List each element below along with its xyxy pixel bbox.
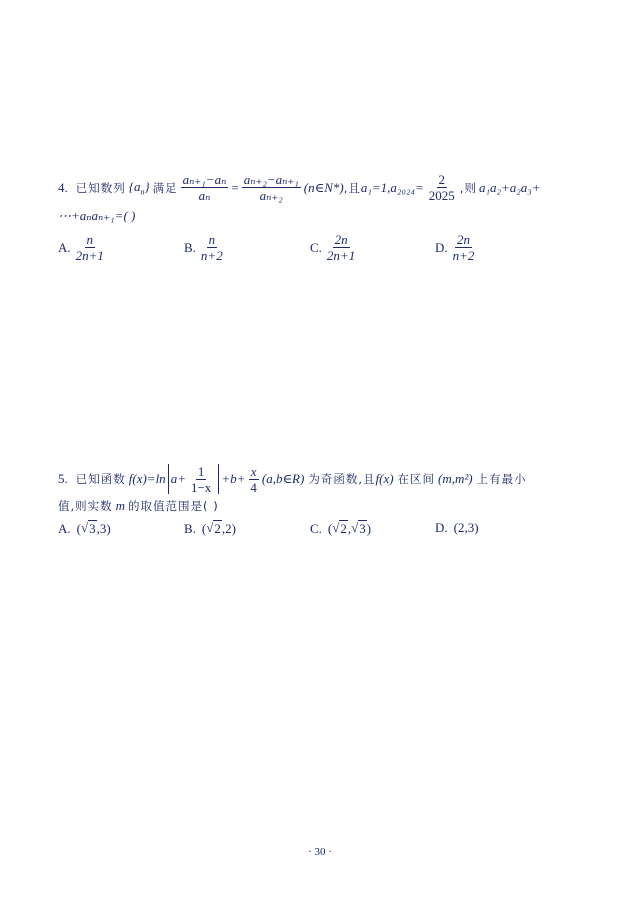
sqrt-symbol: √ 3	[80, 520, 96, 536]
q5-number: 5.	[58, 471, 68, 486]
q4-eq-right: $\frac{\text{aₙ₊₂−aₙ₊₁}}{\text{aₙ₊₂}}$	[243, 172, 299, 203]
q4-sum-start: a₁a₂+a₂a₃+	[478, 179, 541, 195]
q4-option-d[interactable]: D. $\frac{2n}{n+2}$	[435, 232, 475, 263]
abs-left-bar	[168, 464, 169, 494]
q5-fx: f(x)	[375, 471, 394, 486]
q5-option-d[interactable]: D. (2,3)	[435, 520, 479, 535]
sqrt-symbol: √ 2	[206, 520, 221, 536]
q5-after-abs: +b+	[221, 471, 246, 486]
q5-func: f(x)=ln	[128, 471, 166, 486]
q4-eq-left: $\frac{\text{aₙ₊₁−aₙ}}{\text{aₙ}}$	[182, 172, 227, 203]
q4-cond: (n∈N*)	[303, 179, 344, 195]
q5-abs-a: a+	[170, 471, 186, 486]
abs-right-bar	[218, 464, 219, 494]
q5-line2-b: 的取值范围是( )	[128, 499, 219, 513]
q5-line2	[58, 498, 219, 514]
q5-stem-c: 在区间	[397, 472, 436, 486]
q5-m: m	[115, 498, 126, 513]
q5-x-frac: $\frac{x}{4}$	[250, 463, 257, 495]
q4-option-a[interactable]: A. $\frac{n}{2n+1}$	[58, 232, 104, 263]
sqrt-symbol: √ 2	[332, 520, 347, 536]
q5-domain: (a,b∈R)	[261, 471, 305, 486]
q4-seq: $\{a_n\}$	[128, 178, 150, 197]
q4-given-frac: $\frac{2}{2025}$	[428, 172, 455, 203]
q4-line2-text: ⋯+aₙaₙ₊₁=( )	[58, 208, 136, 223]
q4-number: 4.	[58, 179, 68, 195]
q5-stem-b: 为奇函数,且	[308, 472, 376, 486]
q4-line2	[58, 208, 135, 224]
q5-inner-frac: $\frac{1}{1-x}$	[190, 463, 212, 495]
q4-option-c[interactable]: C. $\frac{2n}{2n+1}$	[310, 232, 356, 263]
sqrt-symbol: √ 3	[351, 520, 366, 536]
q5-line2-a: 值,则实数	[58, 499, 113, 513]
q5-option-b[interactable]: B. ( √ 2 ,2)	[184, 520, 236, 536]
q4-stem-c: ,且	[343, 180, 361, 195]
q4-stem-a: 已知数列	[75, 180, 126, 195]
q5-line1	[58, 464, 527, 494]
q5-option-c[interactable]: C. ( √ 2 , √ 3 )	[310, 520, 372, 536]
q4-given: a₁=1,a₂₀₂₄=	[360, 179, 424, 195]
q5-interval: (m,m²)	[438, 471, 473, 486]
q5-stem-d: 上有最小	[476, 472, 527, 486]
q4-stem-d: ,则	[459, 180, 477, 195]
q5-stem-a: 已知函数	[75, 472, 126, 486]
page-number: · 30 ·	[308, 846, 332, 858]
q5-option-a[interactable]: A. ( √ 3 ,3)	[58, 520, 111, 536]
q4-stem-b: 满足	[152, 180, 178, 195]
q4-line1: 4. 已知数列 $\{a_n\}$ 满足 $\frac{\text{aₙ₊₁−aₙ}}{\text{aₙ}}$ = $\frac{\text{aₙ₊₂−aₙ₊₁}}{\text{aₙ₊₂}}$ (n∈N*) ,且 a₁=1,a₂₀₂₄= $\frac{2}{2025}$ ,则 a₁a₂+a₂a₃+	[58, 172, 541, 203]
q4-option-b[interactable]: B. $\frac{n}{n+2}$	[184, 232, 223, 263]
